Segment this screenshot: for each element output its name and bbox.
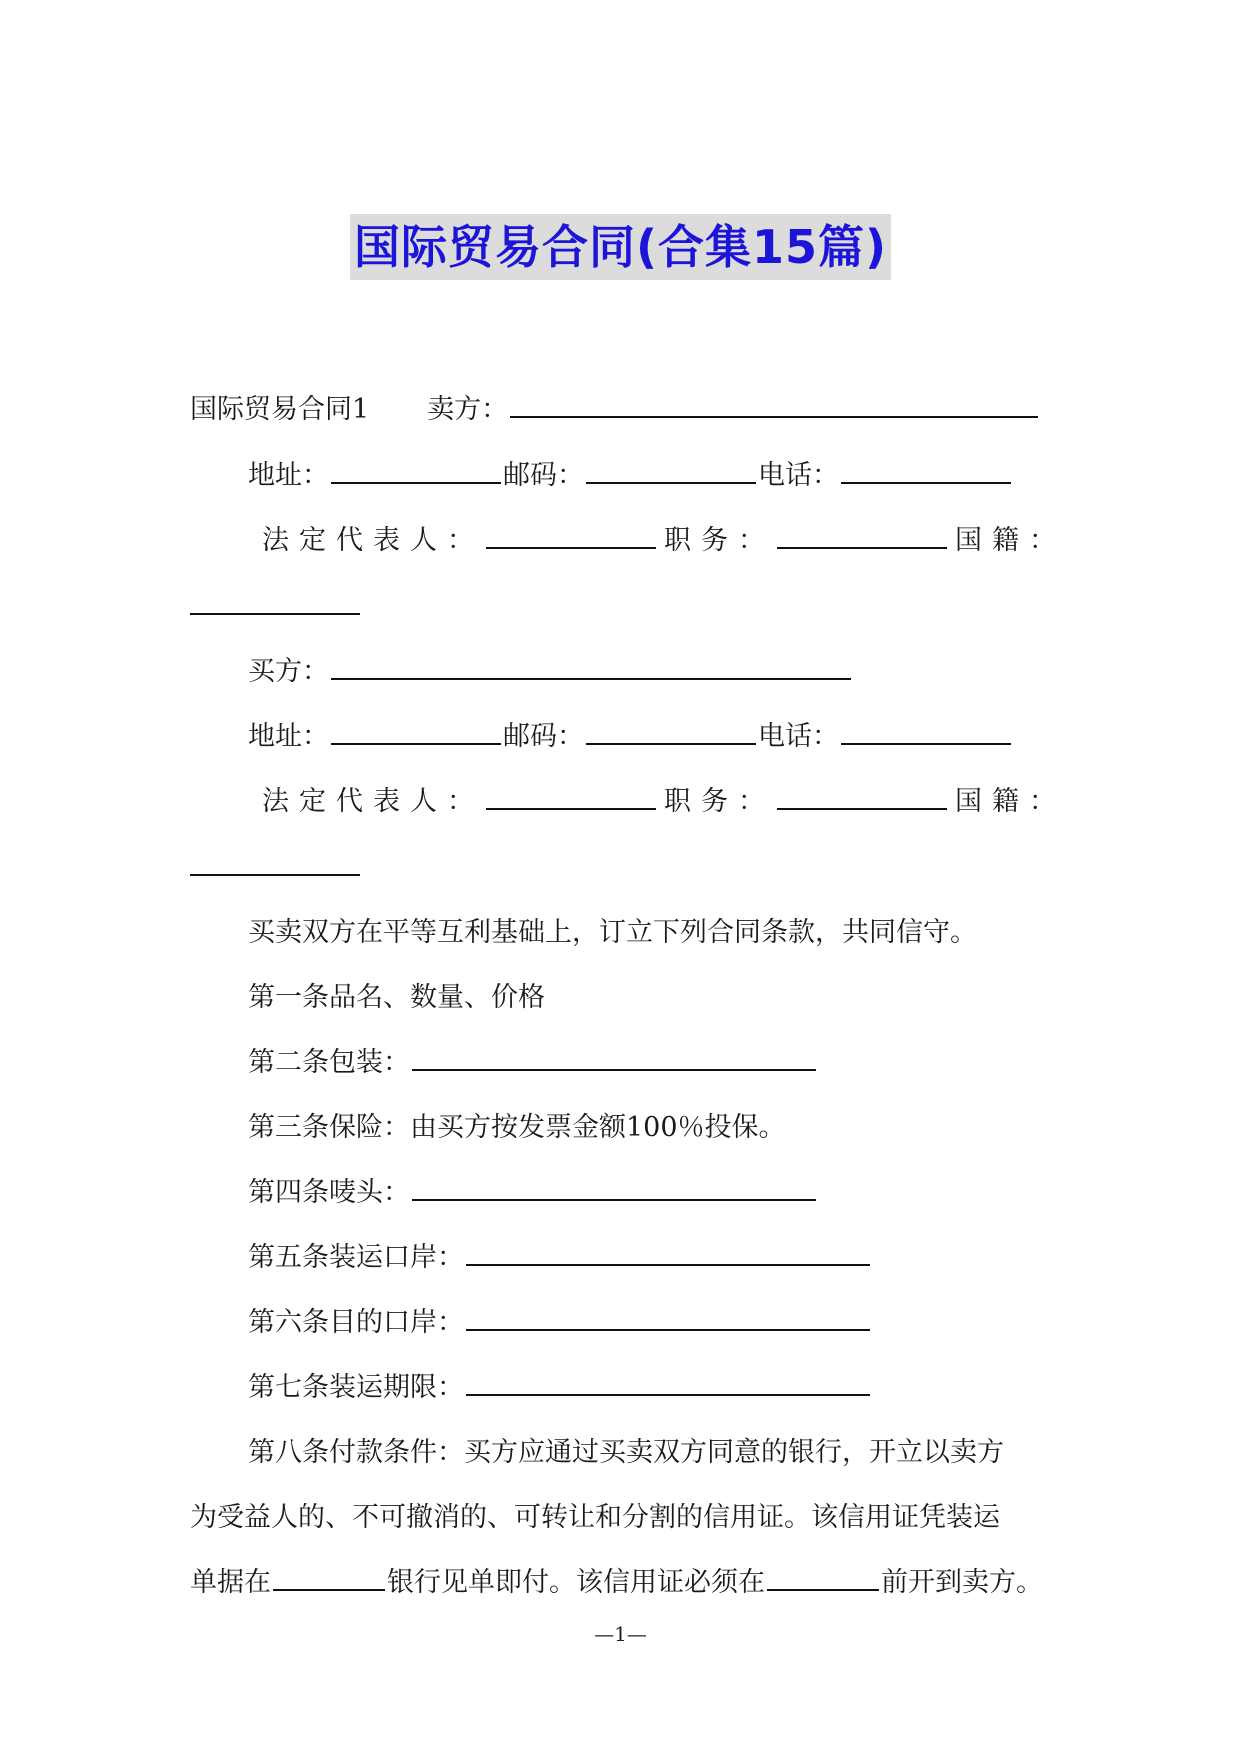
buyer-nationality-line — [190, 848, 362, 888]
seller-phone-label: 电话： — [758, 460, 839, 491]
article-6 — [248, 1303, 872, 1343]
seller-legal-rep-line — [262, 521, 1066, 561]
page-number: —1— — [594, 1622, 647, 1646]
seller-nationality-blank[interactable] — [190, 587, 360, 615]
buyer-position-label: 职务： — [664, 786, 775, 817]
article-4 — [248, 1173, 818, 1213]
bank-blank[interactable] — [273, 1563, 385, 1591]
buyer-line — [248, 652, 853, 692]
buyer-phone-blank[interactable] — [841, 717, 1011, 745]
article-8-text-a: 单据在 — [190, 1567, 271, 1598]
buyer-postcode-label: 邮码： — [503, 721, 584, 752]
article-4-label: 第四条唛头： — [248, 1177, 410, 1208]
buyer-legal-rep-label: 法定代表人： — [262, 786, 484, 817]
buyer-nationality-blank[interactable] — [190, 848, 360, 876]
seller-position-label: 职务： — [664, 525, 775, 556]
article-6-label: 第六条目的口岸： — [248, 1307, 464, 1338]
article-8-text-b: 银行见单即付。该信用证必须在 — [387, 1567, 765, 1598]
shipping-mark-blank[interactable] — [412, 1173, 816, 1201]
document-title: 国际贸易合同(合集15篇) — [350, 214, 891, 280]
seller-phone-blank[interactable] — [841, 456, 1011, 484]
buyer-address-label: 地址： — [248, 721, 329, 752]
title-container — [0, 214, 1241, 280]
seller-address-label: 地址： — [248, 460, 329, 491]
seller-legal-rep-label: 法定代表人： — [262, 525, 484, 556]
buyer-position-blank[interactable] — [777, 782, 947, 810]
article-8-line-1: 第八条付款条件：买方应通过买卖双方同意的银行，开立以卖方 — [248, 1437, 1004, 1468]
seller-label: 卖方： — [427, 394, 509, 425]
buyer-legal-rep-line — [262, 782, 1066, 822]
date-blank[interactable] — [767, 1563, 879, 1591]
buyer-nationality-label: 国籍： — [955, 786, 1066, 817]
article-2 — [248, 1043, 818, 1083]
buyer-phone-label: 电话： — [758, 721, 839, 752]
article-5 — [248, 1238, 872, 1278]
contract-heading: 国际贸易合同1 — [190, 394, 370, 425]
article-2-label: 第二条包装： — [248, 1047, 410, 1078]
buyer-blank[interactable] — [331, 652, 851, 680]
buyer-label: 买方： — [248, 656, 329, 687]
article-8-text-c: 前开到卖方。 — [881, 1567, 1043, 1598]
intro-paragraph: 买卖双方在平等互利基础上，订立下列合同条款，共同信守。 — [248, 917, 977, 948]
buyer-address-blank[interactable] — [331, 717, 501, 745]
seller-blank[interactable] — [510, 390, 1038, 418]
buyer-legal-rep-blank[interactable] — [486, 782, 656, 810]
seller-line — [190, 390, 1040, 430]
seller-nationality-line — [190, 587, 362, 627]
buyer-postcode-blank[interactable] — [586, 717, 756, 745]
seller-postcode-blank[interactable] — [586, 456, 756, 484]
article-3: 第三条保险：由买方按发票金额100％投保。 — [248, 1112, 786, 1143]
article-8-line-3 — [190, 1563, 1043, 1603]
article-1: 第一条品名、数量、价格 — [248, 982, 545, 1013]
seller-postcode-label: 邮码： — [503, 460, 584, 491]
loading-port-blank[interactable] — [466, 1238, 870, 1266]
article-5-label: 第五条装运口岸： — [248, 1242, 464, 1273]
seller-legal-rep-blank[interactable] — [486, 521, 656, 549]
seller-position-blank[interactable] — [777, 521, 947, 549]
article-7 — [248, 1368, 872, 1408]
destination-port-blank[interactable] — [466, 1303, 870, 1331]
buyer-address-line — [248, 717, 1013, 757]
article-7-label: 第七条装运期限： — [248, 1372, 464, 1403]
packing-blank[interactable] — [412, 1043, 816, 1071]
seller-nationality-label: 国籍： — [955, 525, 1066, 556]
shipment-time-blank[interactable] — [466, 1368, 870, 1396]
article-8-line-2: 为受益人的、不可撤消的、可转让和分割的信用证。该信用证凭装运 — [190, 1502, 1000, 1533]
seller-address-blank[interactable] — [331, 456, 501, 484]
seller-address-line — [248, 456, 1013, 496]
